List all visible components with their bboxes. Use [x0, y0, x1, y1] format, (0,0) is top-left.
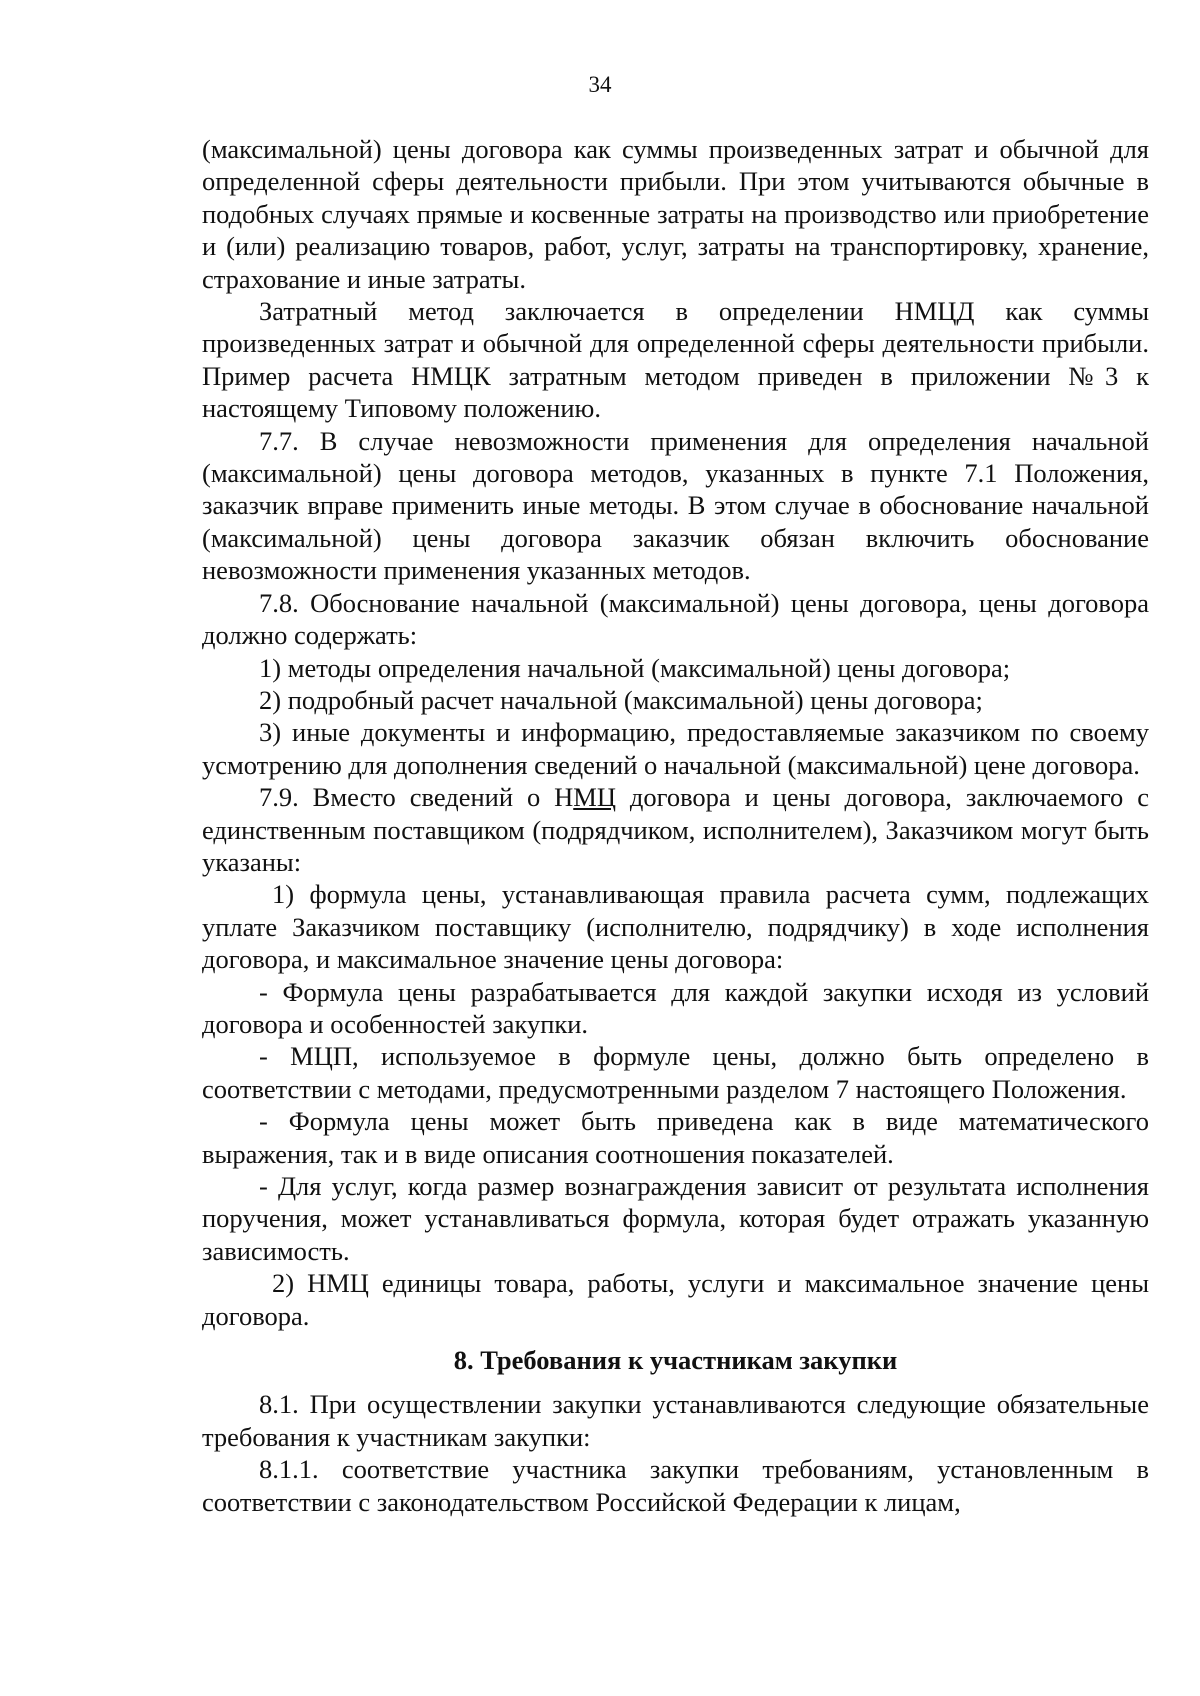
bullet-item: - МЦП, используемое в формуле цены, должно быть определено в соответствии с методами, предусмотренными разделом 7 настоящего Положения. [202, 1041, 1149, 1104]
paragraph-7-7: 7.7. В случае невозможности применения для определения начальной (максимальной) цены договора методов, указанных в пункте 7.1 Положения, заказчик вправе применить иные методы. В этом случае в обоснование начальной (максимальной) цены договора заказчик обязан включить обоснование невозможности применения указанных методов. [202, 425, 1149, 586]
document-body [202, 133, 1149, 1518]
text-segment: 7.9. Вместо сведений о Н [259, 782, 574, 813]
list-item: 1) формула цены, устанавливающая правила расчета сумм, подлежащих уплате Заказчиком поставщику (исполнителю, подрядчику) в ходе исполнения договора, и максимальное значение цены договора: [202, 879, 1149, 975]
paragraph-7-9 [202, 781, 1149, 878]
text-segment: договора и цены договора, заключаемого с единственным поставщиком (подрядчиком, исполнителем), Заказчиком могут быть указаны: [202, 782, 1149, 877]
paragraph-8-1-1: 8.1.1. соответствие участника закупки требованиям, установленным в соответствии с законодательством Российской Федерации к лицам, [202, 1454, 1149, 1517]
list-item: 1) методы определения начальной (максимальной) цены договора; [259, 652, 1011, 683]
paragraph: (максимальной) цены договора как суммы произведенных затрат и обычной для определенной сферы деятельности прибыли. При этом учитываются обычные в подобных случаях прямые и косвенные затраты на производство или приобретение и (или) реализацию товаров, работ, услуг, затраты на транспортировку, хранение, страхование и иные затраты. [202, 134, 1149, 294]
underlined-abbreviation: МЦ [573, 782, 616, 813]
list-item: 2) подробный расчет начальной (максимальной) цены договора; [259, 684, 983, 715]
list-item: 2) НМЦ единицы товара, работы, услуги и максимальное значение цены договора. [202, 1268, 1149, 1331]
section-heading: 8. Требования к участникам закупки [453, 1345, 898, 1376]
bullet-item: - Формула цены разрабатывается для каждой закупки исходя из условий договора и особенностей закупки. [202, 976, 1149, 1039]
paragraph-8-1: 8.1. При осуществлении закупки устанавливаются следующие обязательные требования к участникам закупки: [202, 1389, 1149, 1452]
paragraph-7-8: 7.8. Обоснование начальной (максимальной) цены договора, цены договора должно содержать: [202, 587, 1149, 651]
page-number: 34 [588, 72, 612, 97]
list-item: 3) иные документы и информацию, предоставляемые заказчиком по своему усмотрению для дополнения сведений о начальной (максимальной) цене договора. [202, 717, 1149, 780]
bullet-item: - Для услуг, когда размер вознаграждения зависит от результата исполнения поручения, может устанавливаться формула, которая будет отражать указанную зависимость. [202, 1171, 1149, 1266]
bullet-item: - Формула цены может быть приведена как в виде математического выражения, так и в виде описания соотношения показателей. [202, 1106, 1149, 1169]
paragraph: Затратный метод заключается в определении НМЦД как суммы произведенных затрат и обычной для определенной сферы деятельности прибыли. Пример расчета НМЦК затратным методом приведен в приложении №3 к настоящему Типовому положению. [202, 296, 1149, 424]
